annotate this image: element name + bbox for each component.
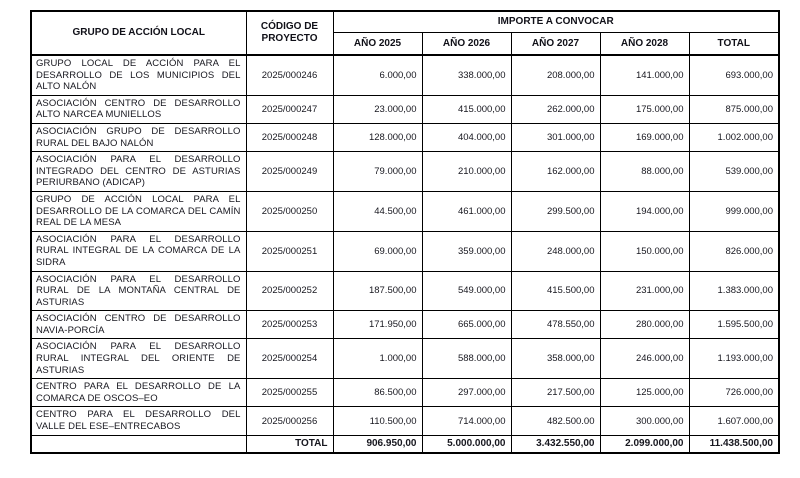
header-group-col: GRUPO DE ACCIÓN LOCAL bbox=[31, 11, 246, 55]
group-name-cell: GRUPO LOCAL DE ACCIÓN PARA EL DESARROLLO DE LOS MUNICIPIOS DEL ALTO NALÓN bbox=[31, 55, 246, 95]
table-row bbox=[31, 311, 779, 339]
project-code-cell: 2025/000247 bbox=[246, 95, 333, 123]
total-2027-cell: 3.432.550,00 bbox=[511, 435, 600, 453]
amount-2026-cell: 210.000,00 bbox=[422, 152, 511, 192]
table-row bbox=[31, 339, 779, 379]
total-label-cell: TOTAL bbox=[246, 435, 333, 453]
amount-2027-cell: 478.550,00 bbox=[511, 311, 600, 339]
project-code-cell: 2025/000254 bbox=[246, 339, 333, 379]
group-name-cell: ASOCIACIÓN CENTRO DE DESARROLLO ALTO NARCEA MUNIELLOS bbox=[31, 95, 246, 123]
amount-total-cell: 1.383.000,00 bbox=[689, 271, 779, 311]
group-name-cell: CENTRO PARA EL DESARROLLO DEL VALLE DEL ESE–ENTRECABOS bbox=[31, 407, 246, 435]
project-code-cell: 2025/000252 bbox=[246, 271, 333, 311]
total-2028-cell: 2.099.000,00 bbox=[600, 435, 689, 453]
project-code-cell: 2025/000249 bbox=[246, 152, 333, 192]
amount-2027-cell: 162.000,00 bbox=[511, 152, 600, 192]
group-name-cell: ASOCIACIÓN PARA EL DESARROLLO RURAL INTEGRAL DE LA COMARCA DE LA SIDRA bbox=[31, 231, 246, 271]
group-name-cell: ASOCIACIÓN CENTRO DE DESARROLLO NAVIA-PORCÍA bbox=[31, 311, 246, 339]
amount-2026-cell: 714.000,00 bbox=[422, 407, 511, 435]
amount-2028-cell: 125.000,00 bbox=[600, 379, 689, 407]
amount-total-cell: 539.000,00 bbox=[689, 152, 779, 192]
amount-2027-cell: 217.500,00 bbox=[511, 379, 600, 407]
group-name-cell: CENTRO PARA EL DESARROLLO DE LA COMARCA DE OSCOS–EO bbox=[31, 379, 246, 407]
amount-total-cell: 693.000,00 bbox=[689, 55, 779, 95]
amount-total-cell: 999.000,00 bbox=[689, 191, 779, 231]
total-empty-cell bbox=[31, 435, 246, 453]
amount-2026-cell: 338.000,00 bbox=[422, 55, 511, 95]
table-row bbox=[31, 55, 779, 95]
table-row bbox=[31, 123, 779, 151]
amount-2025-cell: 44.500,00 bbox=[333, 191, 422, 231]
amount-2028-cell: 88.000,00 bbox=[600, 152, 689, 192]
header-year-col: AÑO 2026 bbox=[422, 32, 511, 55]
amount-2027-cell: 208.000,00 bbox=[511, 55, 600, 95]
amount-2028-cell: 280.000,00 bbox=[600, 311, 689, 339]
amount-2026-cell: 404.000,00 bbox=[422, 123, 511, 151]
project-code-cell: 2025/000251 bbox=[246, 231, 333, 271]
table-row bbox=[31, 407, 779, 435]
amount-total-cell: 1.193.000,00 bbox=[689, 339, 779, 379]
table-row bbox=[31, 271, 779, 311]
amount-2026-cell: 415.000,00 bbox=[422, 95, 511, 123]
amount-2028-cell: 300.000,00 bbox=[600, 407, 689, 435]
amount-2027-cell: 301.000,00 bbox=[511, 123, 600, 151]
group-name-cell: ASOCIACIÓN GRUPO DE DESARROLLO RURAL DEL BAJO NALÓN bbox=[31, 123, 246, 151]
total-2026-cell: 5.000.000,00 bbox=[422, 435, 511, 453]
header-year-col: AÑO 2028 bbox=[600, 32, 689, 55]
amount-2027-cell: 262.000,00 bbox=[511, 95, 600, 123]
amount-2025-cell: 86.500,00 bbox=[333, 379, 422, 407]
header-year-col: AÑO 2025 bbox=[333, 32, 422, 55]
project-code-cell: 2025/000250 bbox=[246, 191, 333, 231]
amount-2025-cell: 6.000,00 bbox=[333, 55, 422, 95]
amount-2028-cell: 150.000,00 bbox=[600, 231, 689, 271]
amount-2028-cell: 175.000,00 bbox=[600, 95, 689, 123]
table-row bbox=[31, 379, 779, 407]
amount-total-cell: 1.595.500,00 bbox=[689, 311, 779, 339]
header-year-col: TOTAL bbox=[689, 32, 779, 55]
amount-2028-cell: 141.000,00 bbox=[600, 55, 689, 95]
amount-total-cell: 1.002.000,00 bbox=[689, 123, 779, 151]
group-name-cell: GRUPO DE ACCIÓN LOCAL PARA EL DESARROLLO DE LA COMARCA DEL CAMÍN REAL DE LA MESA bbox=[31, 191, 246, 231]
amount-2025-cell: 23.000,00 bbox=[333, 95, 422, 123]
amount-2027-cell: 358.000,00 bbox=[511, 339, 600, 379]
amount-2027-cell: 415.500,00 bbox=[511, 271, 600, 311]
amount-2025-cell: 79.000,00 bbox=[333, 152, 422, 192]
header-year-col: AÑO 2027 bbox=[511, 32, 600, 55]
funding-table bbox=[30, 10, 780, 454]
header-importe-group: IMPORTE A CONVOCAR bbox=[333, 11, 779, 32]
project-code-cell: 2025/000248 bbox=[246, 123, 333, 151]
table-row bbox=[31, 152, 779, 192]
group-name-cell: ASOCIACIÓN PARA EL DESARROLLO INTEGRADO DEL CENTRO DE ASTURIAS PERIURBANO (ADICAP) bbox=[31, 152, 246, 192]
amount-2028-cell: 169.000,00 bbox=[600, 123, 689, 151]
amount-2025-cell: 171.950,00 bbox=[333, 311, 422, 339]
amount-2025-cell: 187.500,00 bbox=[333, 271, 422, 311]
amount-2027-cell: 299.500,00 bbox=[511, 191, 600, 231]
amount-total-cell: 875.000,00 bbox=[689, 95, 779, 123]
amount-2026-cell: 549.000,00 bbox=[422, 271, 511, 311]
amount-total-cell: 826.000,00 bbox=[689, 231, 779, 271]
amount-2027-cell: 482.500.00 bbox=[511, 407, 600, 435]
project-code-cell: 2025/000256 bbox=[246, 407, 333, 435]
amount-2026-cell: 461.000,00 bbox=[422, 191, 511, 231]
amount-2026-cell: 297.000,00 bbox=[422, 379, 511, 407]
amount-2026-cell: 588.000,00 bbox=[422, 339, 511, 379]
amount-2025-cell: 69.000,00 bbox=[333, 231, 422, 271]
amount-2025-cell: 110.500,00 bbox=[333, 407, 422, 435]
project-code-cell: 2025/000255 bbox=[246, 379, 333, 407]
total-row bbox=[31, 435, 779, 453]
project-code-cell: 2025/000246 bbox=[246, 55, 333, 95]
group-name-cell: ASOCIACIÓN PARA EL DESARROLLO RURAL DE LA MONTAÑA CENTRAL DE ASTURIAS bbox=[31, 271, 246, 311]
total-2025-cell: 906.950,00 bbox=[333, 435, 422, 453]
amount-2028-cell: 194.000,00 bbox=[600, 191, 689, 231]
table-row bbox=[31, 231, 779, 271]
amount-total-cell: 726.000,00 bbox=[689, 379, 779, 407]
amount-2027-cell: 248.000,00 bbox=[511, 231, 600, 271]
amount-2028-cell: 246.000,00 bbox=[600, 339, 689, 379]
header-code-col: CÓDIGO DE PROYECTO bbox=[246, 11, 333, 55]
project-code-cell: 2025/000253 bbox=[246, 311, 333, 339]
amount-2026-cell: 359.000,00 bbox=[422, 231, 511, 271]
amount-2026-cell: 665.000,00 bbox=[422, 311, 511, 339]
table-row bbox=[31, 95, 779, 123]
group-name-cell: ASOCIACIÓN PARA EL DESARROLLO RURAL INTEGRAL DEL ORIENTE DE ASTURIAS bbox=[31, 339, 246, 379]
amount-2028-cell: 231.000,00 bbox=[600, 271, 689, 311]
header-row-top bbox=[31, 11, 779, 32]
amount-2025-cell: 1.000,00 bbox=[333, 339, 422, 379]
amount-total-cell: 1.607.000,00 bbox=[689, 407, 779, 435]
amount-2025-cell: 128.000,00 bbox=[333, 123, 422, 151]
total-grand-cell: 11.438.500,00 bbox=[689, 435, 779, 453]
table-row bbox=[31, 191, 779, 231]
